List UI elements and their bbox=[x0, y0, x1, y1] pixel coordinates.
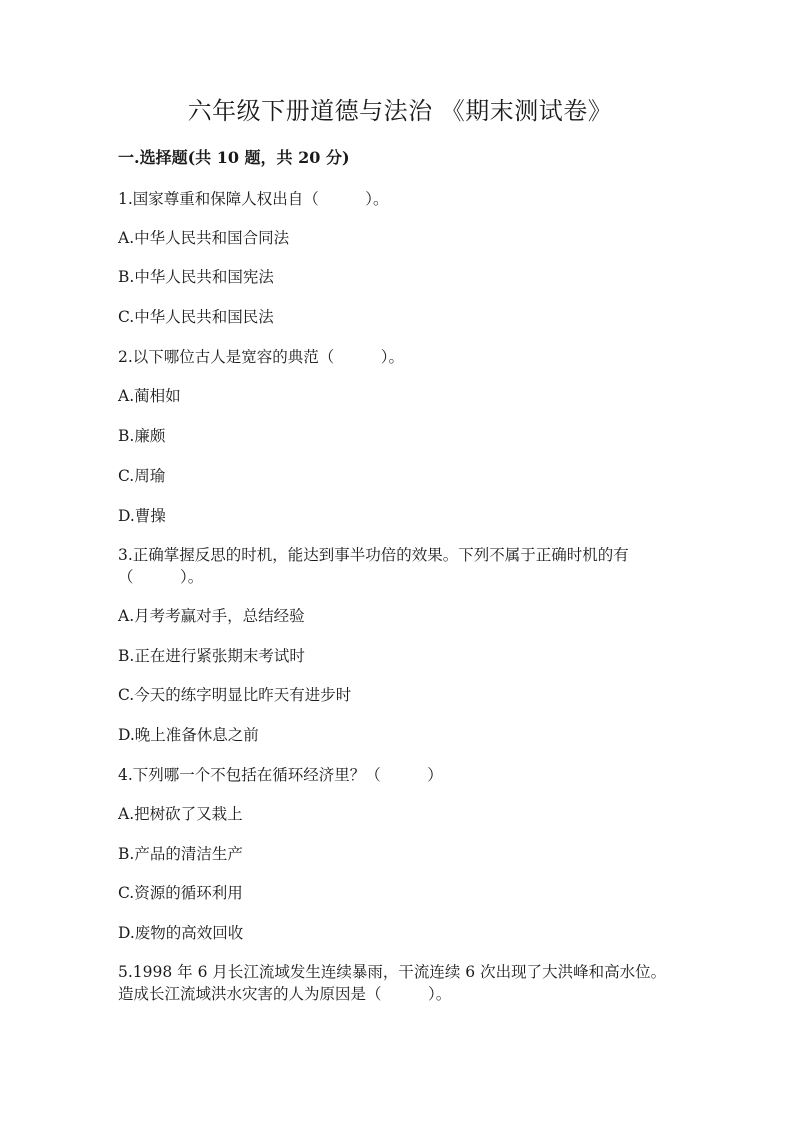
question-3-option-c: C.今天的练字明显比昨天有进步时 bbox=[118, 686, 352, 704]
question-3-option-d: D.晚上准备休息之前 bbox=[118, 726, 259, 744]
question-1-option-a: A.中华人民共和国合同法 bbox=[118, 229, 290, 247]
question-1-option-c: C.中华人民共和国民法 bbox=[118, 308, 274, 326]
question-2-option-b: B.廉颇 bbox=[118, 427, 166, 445]
section-heading: 一.选择题(共 10 题，共 20 分) bbox=[118, 148, 350, 167]
question-5-stem-line-2: 造成长江流域洪水灾害的人为原因是（ ）。 bbox=[118, 985, 452, 1003]
question-2-option-c: C.周瑜 bbox=[118, 467, 166, 485]
question-4-option-d: D.废物的高效回收 bbox=[118, 924, 244, 942]
question-3-option-b: B.正在进行紧张期末考试时 bbox=[118, 647, 305, 665]
question-1-stem: 1.国家尊重和保障人权出自（ ）。 bbox=[118, 190, 389, 208]
question-3-option-a: A.月考考赢对手，总结经验 bbox=[118, 607, 305, 625]
question-4-option-b: B.产品的清洁生产 bbox=[118, 845, 243, 863]
question-4-stem: 4.下列哪一个不包括在循环经济里？（ ） bbox=[118, 766, 443, 784]
question-3-stem-line-2: （ ）。 bbox=[118, 568, 204, 586]
question-2-option-a: A.蔺相如 bbox=[118, 387, 181, 405]
question-5-stem-line-1: 5.1998 年 6 月长江流域发生连续暴雨，干流连续 6 次出现了大洪峰和高水位。 bbox=[118, 963, 667, 981]
page-title: 六年级下册道德与法治 《期末测试卷》 bbox=[187, 97, 613, 125]
question-4-option-a: A.把树砍了又栽上 bbox=[118, 805, 243, 823]
question-3-stem-line-1: 3.正确掌握反思的时机，能达到事半功倍的效果。下列不属于正确时机的有 bbox=[118, 546, 629, 564]
question-1-option-b: B.中华人民共和国宪法 bbox=[118, 268, 274, 286]
question-2-stem: 2.以下哪位古人是宽容的典范（ ）。 bbox=[118, 348, 405, 366]
question-4-option-c: C.资源的循环利用 bbox=[118, 884, 243, 902]
question-2-option-d: D.曹操 bbox=[118, 507, 166, 525]
